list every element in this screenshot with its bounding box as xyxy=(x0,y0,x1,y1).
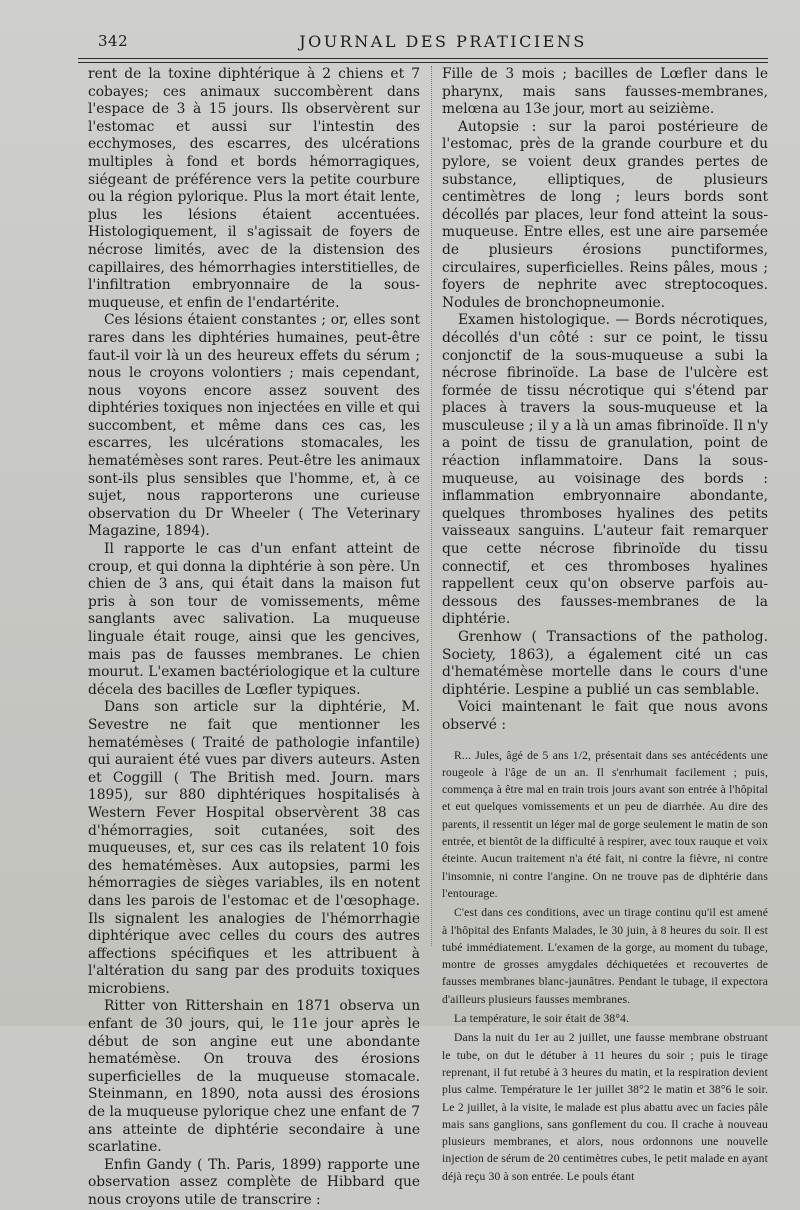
page-number: 342 xyxy=(98,32,129,50)
paragraph: Voici maintenant le fait que nous avons observé : xyxy=(442,699,768,733)
observation-paragraph: C'est dans ces conditions, avec un tirage continu qu'il est amené à l'hôpital des Enfants Malades, le 30 juin, à 8 heures du soir. Il est tubé immédiatement. L'examen de la gorge, au moment du tubage, montre de grosses amygdales déchiquetées et recouvertes de fausses membranes blanc-jaunâtres. Pendant le tubage, il expectora d'ailleurs plusieurs fausses membranes. xyxy=(442,906,768,1006)
observation-paragraph: La température, le soir était de 38°4. xyxy=(454,1012,630,1026)
paragraph: Dans son article sur la diphtérie, M. Sevestre ne fait que mentionner les hematémèses ( Traité de pathologie infantile) qui auraient été vues par divers auteurs. Asten et Coggill ( The British med. Journ. mars 1895), sur 880 diphtériques hospitalisés à Western Fever Hospital observèrent 38 cas d'hémorragies, soit cutanées, soit des muqueuses, et, sur ces cas ils relatent 10 fois des hematémèses. Aux autopsies, parmi les hémorragies de sièges variables, ils en notent dans les parois de l'estomac et de l'œsophage. Ils signalent les analogies de l'hémorrhagie diphtérique avec celles du cours des autres affections spécifiques et les attribuent à l'altération du sang par des produits toxiques microbiens. xyxy=(88,699,420,997)
column-divider xyxy=(431,66,432,946)
paragraph: Enfin Gandy ( Th. Paris, 1899) rapporte une observation assez complète de Hibbard que nous croyons utile de transcrire : xyxy=(88,1156,420,1208)
left-column xyxy=(88,66,420,1210)
paragraph: Autopsie : sur la paroi postérieure de l'estomac, près de la grande courbure et du pylore, se voient deux grandes pertes de substance, elliptiques, de plusieurs centimètres de long ; leurs bords sont décollés par places, leur fond atteint la sous-muqueuse. Entre elles, est une aire parsemée de plusieurs érosions punctiformes, circulaires, superficielles. Reins pâles, mous ; foyers de nephrite avec streptocoques. Nodules de bronchopneumonie. xyxy=(442,118,768,311)
paragraph: Grenhow ( Transactions of the patholog. Society, 1863), a également cité un cas d'hematémèse mortelle dans le cours d'une diphtérie. Lespine a publié un cas semblable. xyxy=(442,629,768,698)
running-head: JOURNAL DES PRATICIENS xyxy=(299,32,587,51)
observation-paragraph: Dans la nuit du 1er au 2 juillet, une fausse membrane obstruant le tube, on dut le détuber à 11 heures du soir ; puis le tirage reprenant, il fut retubé à 3 heures du matin, et la respiration devient plus calme. Température le 1er juillet 38°2 le matin et 38°6 le soir. Le 2 juillet, à la visite, le malade est plus abattu avec un facies pâle mais sans ganglions, sans gonflement du cou. Il crache à nouveau plusieurs membranes, et alors, nous ordonnons une nouvelle injection de sérum de 20 centimètres cubes, le petit malade en ayant déjà reçu 30 à son entrée. Le pouls étant xyxy=(442,1031,768,1183)
paragraph: Ritter von Rittershain en 1871 observa un enfant de 30 jours, qui, le 11e jour après le début de son angine eut une abondante hematémèse. On trouva des érosions superficielles de la muqueuse stomacale. Steinmann, en 1890, nota aussi des érosions de la muqueuse pylorique chez une enfant de 7 ans atteinte de diphtérie secondaire à une scarlatine. xyxy=(88,998,420,1156)
paragraph: Il rapporte le cas d'un enfant atteint de croup, et qui donna la diphtérie à son père. Un chien de 3 ans, qui était dans la maison fut pris à son tour de vomissements, même sanglants avec salivation. La muqueuse linguale était rouge, ainsi que les gencives, mais pas de fausses membranes. Le chien mourut. L'examen bactériologique et la culture décela des bacilles de Lœfler typiques. xyxy=(88,541,420,698)
paragraph: Ces lésions étaient constantes ; or, elles sont rares dans les diphtéries humaines, peut-être faut-il voir là un des heureux effets du sérum ; nous le croyons volontiers ; mais cependant, nous voyons encore assez souvent des diphtéries toxiques non injectées en ville et qui succombent, et même dans ces cas, les escarres, les ulcérations stomacales, les hematémèses sont rares. Peut-être les animaux sont-ils plus sensibles que l'homme, et, à ce sujet, nous rapporterons une curieuse observation du Dr Wheeler ( The Veterinary Magazine, 1894). xyxy=(88,312,420,540)
page-header xyxy=(78,20,768,59)
case-observation xyxy=(442,747,768,1185)
observation-paragraph: R... Jules, âgé de 5 ans 1/2, présentait dans ses antécédents une rougeole à l'âge de un an. Il s'enrhumait facilement ; puis, commença à être mal en train trois jours avant son entrée à l'hôpital et eut quelques vomissements et un peu de diarrhée. Au dire des parents, il ressentit un léger mal de gorge seulement le matin de son entrée, et bientôt de la difficulté à respirer, avec toux rauque et voix éteinte. Aucun traitement n'a été fait, ni contre la fièvre, ni contre l'insomnie, ni contre l'angine. On ne trouve pas de diphtérie dans l'entourage. xyxy=(442,748,768,900)
right-column xyxy=(442,66,768,1185)
paragraph: Fille de 3 mois ; bacilles de Lœfler dans le pharynx, mais sans fausses-membranes, melœna au 13e jour, mort au seizième. xyxy=(442,66,768,118)
paragraph: rent de la toxine diphtérique à 2 chiens et 7 cobayes; ces animaux succombèrent dans l'espace de 3 à 15 jours. Ils observèrent sur l'estomac et aussi sur l'intestin des ecchymoses, des escarres, des ulcérations multiples à fond et bords hémorragiques, siégeant de préférence vers la petite courbure ou la région pylorique. Plus la mort était lente, plus les lésions étaient accentuées. Histologiquement, il s'agissait de foyers de nécrose limités, avec de la distension des capillaires, des hémorrhagies interstitielles, de l'infiltration embryonnaire de la sous-muqueuse, et enfin de l'endartérite. xyxy=(88,66,420,311)
paragraph: Examen histologique. — Bords nécrotiques, décollés d'un côté : sur ce point, le tissu conjonctif de la sous-muqueuse a subi la nécrose fibrinoïde. La base de l'ulcère est formée de tissu nécrotique qui s'étend par places à travers la sous-muqueuse et la musculeuse ; il y a là un amas fibrinoïde. Il n'y a point de tissu de granulation, point de réaction inflammatoire. Dans la sous-muqueuse, au voisinage des bords : inflammation embryonnaire abondante, quelques thromboses hyalines des petits vaisseaux sanguins. L'auteur fait remarquer que cette nécrose fibrinoïde du tissu connectif, et ces thromboses hyalines rappellent ceux qu'on observe parfois au-dessous des fausses-membranes de la diphtérie. xyxy=(442,312,768,628)
